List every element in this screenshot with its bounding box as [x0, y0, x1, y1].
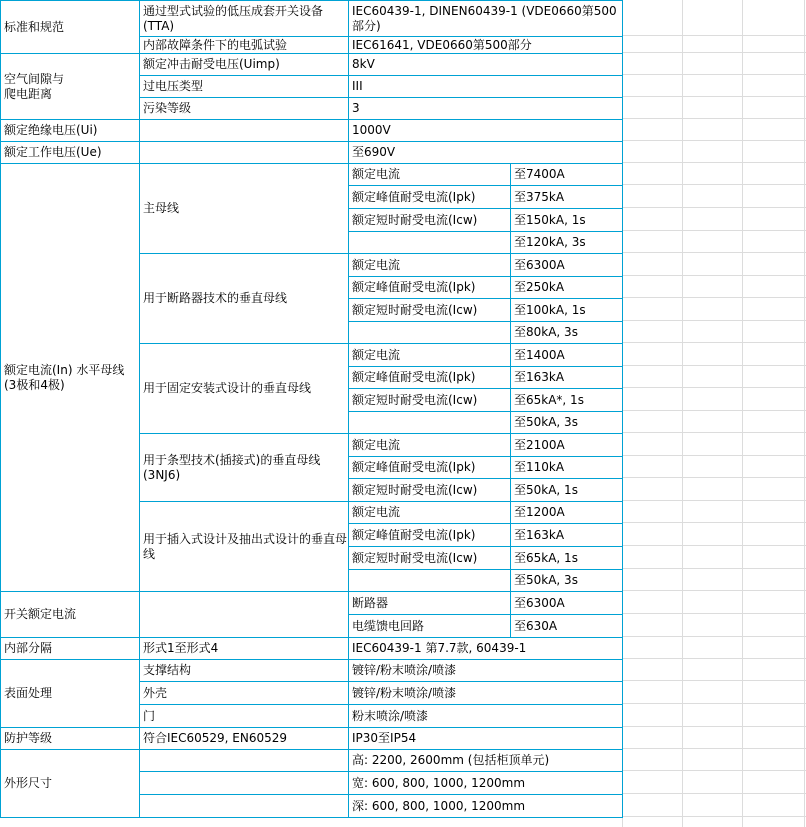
grid-row-line — [622, 703, 806, 704]
empty-cell[interactable] — [140, 142, 349, 164]
grid-row-line — [622, 658, 806, 659]
current-group-name[interactable]: 主母线 — [140, 164, 349, 254]
grid-row-line — [622, 52, 806, 53]
table-row — [1, 638, 623, 660]
grid-row-line — [622, 118, 806, 119]
switching-value-cell[interactable]: 至630A — [511, 615, 623, 638]
section-label-standards[interactable]: 标准和规范 — [1, 1, 140, 54]
current-value-cell[interactable]: 至2100A — [511, 434, 623, 457]
table-row — [1, 728, 623, 750]
current-value-cell[interactable]: 至163kA — [511, 367, 623, 389]
grid-row-line — [622, 184, 806, 185]
standard-value-cell[interactable]: IEC60439-1, DINEN60439-1 (VDE0660第500部分) — [349, 1, 623, 37]
current-param-cell[interactable]: 额定电流 — [349, 254, 511, 277]
grid-row-line — [622, 545, 806, 546]
current-group-name[interactable]: 用于条型技术(插接式)的垂直母线(3NJ6) — [140, 434, 349, 502]
section-label-operating[interactable]: 额定工作电压(Ue) — [1, 142, 140, 164]
current-value-cell[interactable]: 至6300A — [511, 254, 623, 277]
current-value-cell[interactable]: 至65kA, 1s — [511, 547, 623, 570]
section-label-insulation[interactable]: 额定绝缘电压(Ui) — [1, 120, 140, 142]
grid-row-line — [622, 477, 806, 478]
current-value-cell[interactable]: 至110kA — [511, 457, 623, 479]
current-value-cell[interactable]: 至120kA, 3s — [511, 232, 623, 254]
grid-row-line — [622, 770, 806, 771]
switching-param-cell[interactable]: 断路器 — [349, 592, 511, 615]
empty-cell[interactable] — [140, 592, 349, 638]
protection-name-cell[interactable]: 符合IEC60529, EN60529 — [140, 728, 349, 750]
separation-name-cell[interactable]: 形式1至形式4 — [140, 638, 349, 660]
standard-name-cell[interactable]: 通过型式试验的低压成套开关设备(TTA) — [140, 1, 349, 37]
current-param-cell[interactable] — [349, 412, 511, 434]
current-value-cell[interactable]: 至375kA — [511, 186, 623, 209]
table-row — [1, 660, 623, 682]
protection-value-cell[interactable]: IP30至IP54 — [349, 728, 623, 750]
section-label-protection[interactable]: 防护等级 — [1, 728, 140, 750]
empty-cell[interactable] — [140, 795, 349, 818]
grid-row-line — [622, 297, 806, 298]
operating-value-cell[interactable]: 至690V — [349, 142, 623, 164]
surface-name-cell[interactable]: 门 — [140, 705, 349, 728]
current-value-cell[interactable]: 至80kA, 3s — [511, 322, 623, 344]
grid-row-line — [622, 320, 806, 321]
grid-row-line — [622, 590, 806, 591]
current-param-cell[interactable]: 额定短时耐受电流(Icw) — [349, 209, 511, 232]
current-param-cell[interactable]: 额定峰值耐受电流(Ipk) — [349, 524, 511, 547]
switching-value-cell[interactable]: 至6300A — [511, 592, 623, 615]
grid-row-line — [622, 636, 806, 637]
clearance-value-cell[interactable]: 3 — [349, 98, 623, 120]
grid-row-line — [622, 613, 806, 614]
clearance-value-cell[interactable]: III — [349, 76, 623, 98]
current-value-cell[interactable]: 至1400A — [511, 344, 623, 367]
current-param-cell[interactable]: 额定电流 — [349, 164, 511, 186]
grid-row-line — [622, 726, 806, 727]
section-label-switching[interactable]: 开关额定电流 — [1, 592, 140, 638]
grid-row-line — [622, 365, 806, 366]
current-param-cell[interactable]: 额定电流 — [349, 344, 511, 367]
grid-row-line — [622, 96, 806, 97]
grid-row-line — [622, 500, 806, 501]
grid-row-line — [622, 275, 806, 276]
standard-name-cell[interactable]: 内部故障条件下的电弧试验 — [140, 37, 349, 54]
current-value-cell[interactable]: 至150kA, 1s — [511, 209, 623, 232]
grid-row-line — [622, 162, 806, 163]
grid-row-line — [622, 816, 806, 817]
current-value-cell[interactable]: 至50kA, 1s — [511, 479, 623, 502]
grid-row-line — [622, 252, 806, 253]
dimension-value-cell[interactable]: 宽: 600, 800, 1000, 1200mm — [349, 772, 623, 795]
current-value-cell[interactable]: 至50kA, 3s — [511, 570, 623, 592]
table-row — [1, 1, 623, 37]
clearance-name-cell[interactable]: 污染等级 — [140, 98, 349, 120]
grid-row-line — [622, 432, 806, 433]
table-row — [1, 54, 623, 76]
current-value-cell[interactable]: 至50kA, 3s — [511, 412, 623, 434]
current-param-cell[interactable]: 额定电流 — [349, 434, 511, 457]
grid-row-line — [622, 140, 806, 141]
insulation-value-cell[interactable]: 1000V — [349, 120, 623, 142]
switching-param-cell[interactable]: 电缆馈电回路 — [349, 615, 511, 638]
dimension-value-cell[interactable]: 高: 2200, 2600mm (包括柜顶单元) — [349, 750, 623, 772]
current-param-cell[interactable]: 额定短时耐受电流(Icw) — [349, 479, 511, 502]
grid-row-line — [622, 410, 806, 411]
current-value-cell[interactable]: 至65kA*, 1s — [511, 389, 623, 412]
current-param-cell[interactable]: 额定峰值耐受电流(Ipk) — [349, 186, 511, 209]
grid-row-line — [622, 680, 806, 681]
current-param-cell[interactable] — [349, 570, 511, 592]
grid-row-line — [622, 568, 806, 569]
empty-cell[interactable] — [140, 772, 349, 795]
current-group-name[interactable]: 用于固定安装式设计的垂直母线 — [140, 344, 349, 434]
empty-cell[interactable] — [140, 120, 349, 142]
clearance-name-cell[interactable]: 过电压类型 — [140, 76, 349, 98]
current-value-cell[interactable]: 至163kA — [511, 524, 623, 547]
surface-name-cell[interactable]: 外壳 — [140, 682, 349, 705]
grid-row-line — [622, 387, 806, 388]
current-param-cell[interactable]: 额定短时耐受电流(Icw) — [349, 299, 511, 322]
current-value-cell[interactable]: 至7400A — [511, 164, 623, 186]
surface-name-cell[interactable]: 支撑结构 — [140, 660, 349, 682]
table-row — [1, 164, 623, 186]
current-param-cell[interactable]: 额定短时耐受电流(Icw) — [349, 547, 511, 570]
separation-value-cell[interactable]: IEC60439-1 第7.7款, 60439-1 — [349, 638, 623, 660]
current-param-cell[interactable]: 额定电流 — [349, 502, 511, 524]
section-label-separation[interactable]: 内部分隔 — [1, 638, 140, 660]
current-param-cell[interactable] — [349, 322, 511, 344]
standard-value-cell[interactable]: IEC61641, VDE0660第500部分 — [349, 37, 623, 54]
current-value-cell[interactable]: 至100kA, 1s — [511, 299, 623, 322]
section-label-surface[interactable]: 表面处理 — [1, 660, 140, 728]
grid-row-line — [622, 230, 806, 231]
section-label-clearance[interactable]: 空气间隙与爬电距离 — [1, 54, 140, 120]
current-value-cell[interactable]: 至250kA — [511, 277, 623, 299]
grid-row-line — [622, 207, 806, 208]
section-label-current[interactable]: 额定电流(In) 水平母线(3极和4极) — [1, 164, 140, 592]
table-row — [1, 142, 623, 164]
grid-row-line — [622, 793, 806, 794]
grid-row-line — [622, 748, 806, 749]
table-row — [1, 120, 623, 142]
clearance-name-cell[interactable]: 额定冲击耐受电压(Uimp) — [140, 54, 349, 76]
surface-value-cell[interactable]: 镀锌/粉末喷涂/喷漆 — [349, 682, 623, 705]
grid-row-line — [622, 522, 806, 523]
current-param-cell[interactable] — [349, 232, 511, 254]
clearance-value-cell[interactable]: 8kV — [349, 54, 623, 76]
empty-cell[interactable] — [140, 750, 349, 772]
grid-row-line — [622, 74, 806, 75]
table-row — [1, 750, 623, 772]
current-param-cell[interactable]: 额定峰值耐受电流(Ipk) — [349, 277, 511, 299]
grid-row-line — [622, 342, 806, 343]
current-value-cell[interactable]: 至1200A — [511, 502, 623, 524]
section-label-dimensions[interactable]: 外形尺寸 — [1, 750, 140, 818]
dimension-value-cell[interactable]: 深: 600, 800, 1000, 1200mm — [349, 795, 623, 818]
current-param-cell[interactable]: 额定短时耐受电流(Icw) — [349, 389, 511, 412]
current-group-name[interactable]: 用于断路器技术的垂直母线 — [140, 254, 349, 344]
current-group-name[interactable]: 用于插入式设计及抽出式设计的垂直母线 — [140, 502, 349, 592]
table-row — [1, 592, 623, 615]
surface-value-cell[interactable]: 粉末喷涂/喷漆 — [349, 705, 623, 728]
current-param-cell[interactable]: 额定峰值耐受电流(Ipk) — [349, 457, 511, 479]
grid-row-line — [622, 35, 806, 36]
surface-value-cell[interactable]: 镀锌/粉末喷涂/喷漆 — [349, 660, 623, 682]
current-param-cell[interactable]: 额定峰值耐受电流(Ipk) — [349, 367, 511, 389]
grid-row-line — [622, 455, 806, 456]
